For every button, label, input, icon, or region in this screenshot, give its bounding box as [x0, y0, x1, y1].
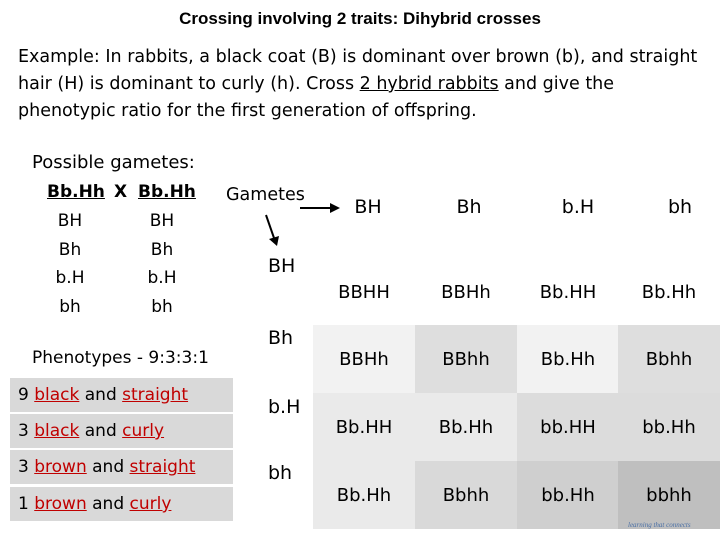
punnett-cell: Bb.Hh [415, 393, 517, 461]
row-header: b.H [268, 396, 301, 418]
cross-symbol: X [114, 182, 128, 202]
phenotype-count: 9 [18, 385, 29, 405]
phenotype-row [18, 421, 164, 441]
punnett-cell: bbhh [618, 461, 720, 529]
phenotype-trait1: brown [34, 457, 87, 477]
punnett-cell: BBHh [313, 325, 415, 393]
phenotype-row [18, 494, 171, 514]
gamete-list1-item: Bh [58, 240, 82, 260]
gametes-label: Gametes [226, 185, 305, 205]
column-header: BH [354, 196, 382, 218]
punnett-cell: bb.Hh [618, 393, 720, 461]
example-underlined: 2 hybrid rabbits [359, 74, 499, 94]
punnett-cell: bb.HH [517, 393, 619, 461]
phenotype-row [18, 457, 195, 477]
phenotype-count: 1 [18, 494, 29, 514]
gamete-list2-item: bh [151, 297, 173, 317]
column-header: b.H [561, 196, 595, 218]
footer-watermark: learning that connects [628, 521, 691, 529]
parent2-genotype: Bb.Hh [138, 182, 196, 202]
column-header: bh [667, 196, 693, 218]
phenotype-trait1: black [34, 421, 80, 441]
gamete-list2-item: b.H [147, 268, 177, 288]
phenotype-trait2: curly [129, 494, 172, 514]
row-header: Bh [268, 327, 294, 349]
punnett-cell: Bbhh [415, 461, 517, 529]
gamete-list1-item: bh [59, 297, 81, 317]
gamete-list1-item: BH [57, 211, 83, 231]
gamete-list2-item: BH [149, 211, 175, 231]
phenotype-trait2: curly [122, 421, 165, 441]
punnett-cell: Bb.HH [313, 393, 415, 461]
phenotype-and: and [92, 457, 125, 477]
phenotypes-heading: Phenotypes - 9:3:3:1 [32, 348, 209, 368]
punnett-cell: Bb.HH [517, 258, 619, 326]
punnett-cell: bb.Hh [517, 461, 619, 529]
gamete-list1-item: b.H [55, 268, 85, 288]
phenotype-trait1: brown [34, 494, 87, 514]
row-header: BH [268, 255, 296, 277]
phenotype-count: 3 [18, 457, 29, 477]
phenotype-and: and [84, 421, 117, 441]
punnett-cell: BBhh [415, 325, 517, 393]
phenotype-row [18, 385, 188, 405]
punnett-cell: Bb.Hh [618, 258, 720, 326]
punnett-cell: Bbhh [618, 325, 720, 393]
gamete-list2-item: Bh [150, 240, 174, 260]
punnett-cell: Bb.Hh [313, 461, 415, 529]
phenotype-count: 3 [18, 421, 29, 441]
phenotype-trait1: black [34, 385, 80, 405]
punnett-cell: Bb.Hh [517, 325, 619, 393]
example-text-before: Example: In rabbits, a black coat (B) is dominant over brown (b), and straight hair (H) is dominant to curly (h). Cross [18, 47, 698, 94]
gametes-heading: Possible gametes: [32, 152, 195, 173]
punnett-cell: BBHh [415, 258, 517, 326]
page-title: Crossing involving 2 traits: Dihybrid crosses [179, 9, 541, 28]
phenotype-and: and [92, 494, 125, 514]
punnett-cell: BBHH [313, 258, 415, 326]
down-arrow-icon [266, 215, 279, 246]
phenotype-trait2: straight [129, 457, 196, 477]
parent1-genotype: Bb.Hh [47, 182, 105, 202]
example-text-after: and give the phenotypic ratio for the first generation of offspring. [18, 74, 615, 121]
phenotype-trait2: straight [122, 385, 189, 405]
phenotype-and: and [84, 385, 117, 405]
column-header: Bh [456, 196, 482, 218]
row-header: bh [268, 462, 293, 484]
